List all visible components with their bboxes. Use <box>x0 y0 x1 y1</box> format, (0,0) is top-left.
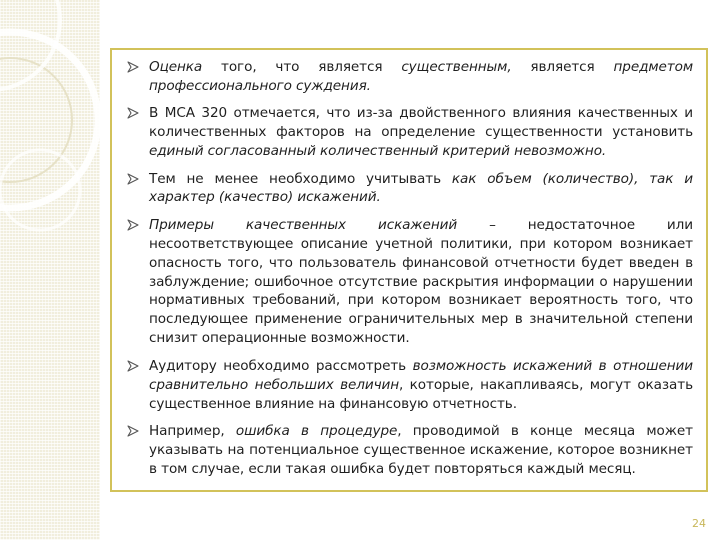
arrowhead-icon <box>127 219 139 231</box>
bullet-item <box>127 422 693 479</box>
bullet-text-segment: того, что является <box>202 59 402 75</box>
arrowhead-icon <box>127 425 139 437</box>
bullet-text-segment: как объем (количество), так и характер (качество) искажений. <box>149 170 693 206</box>
bullet-text-segment: является <box>511 59 614 75</box>
bullet-text-segment: Аудитору необходимо рассмотреть <box>149 357 413 374</box>
bullet-text-segment: Тем не менее необходимо учитывать <box>149 170 452 187</box>
bullet-item <box>127 170 693 208</box>
bullet-text-segment: , проводимой в конце месяца может указывать на потенциальное существенное искажение, которое возникнет в том случае, если такая ошибка будет повторяться каждый месяц. <box>149 422 693 477</box>
bullet-list <box>127 58 693 487</box>
bullet-item <box>127 216 693 348</box>
bullet-text-segment: В МСА 320 отмечается, что из-за двойственного влияния качественных и количественных факторов на определение существенности установить <box>149 105 693 141</box>
bullet-text-segment: Примеры качественных искажений <box>149 216 458 233</box>
bullet-item <box>127 357 693 414</box>
bullet-text-segment: , которые, накапливаясь, могут оказать существенное влияние на финансовую отчетность. <box>149 376 693 412</box>
bullet-item <box>127 58 693 96</box>
arrowhead-icon <box>127 173 139 185</box>
arrowhead-icon <box>127 61 139 73</box>
bullet-text-segment: единый согласованный количественный критерий невозможно. <box>149 143 607 160</box>
bullet-text-segment: Оценка <box>149 59 203 75</box>
bullet-text-segment: существенным, <box>401 59 512 75</box>
slide-number: 24 <box>692 517 706 530</box>
bullet-text-segment: предметом профессионального суждения. <box>149 59 693 94</box>
bullet-text-segment: Например, <box>149 422 236 439</box>
bullet-text-segment: – недостаточное или несоответствующее описание учетной политики, при котором возникает опасность того, что пользователь финансовой отчетности будет введен в заблуждение; ошибочное отсутствие раскрытия информации о нарушении нормативных требований, при котором возникает вероятность того, что последующее применение ограничительных мер в значительной степени снизит операционные возможности. <box>149 216 693 347</box>
bullet-text-segment: ошибка в процедуре <box>235 422 398 439</box>
bullet-text-segment: возможность искажений в отношении сравнительно небольших величин <box>149 357 693 393</box>
bullet-item <box>127 104 693 161</box>
arrowhead-icon <box>127 107 139 119</box>
arrowhead-icon <box>127 360 139 372</box>
decorative-circles <box>0 0 120 280</box>
